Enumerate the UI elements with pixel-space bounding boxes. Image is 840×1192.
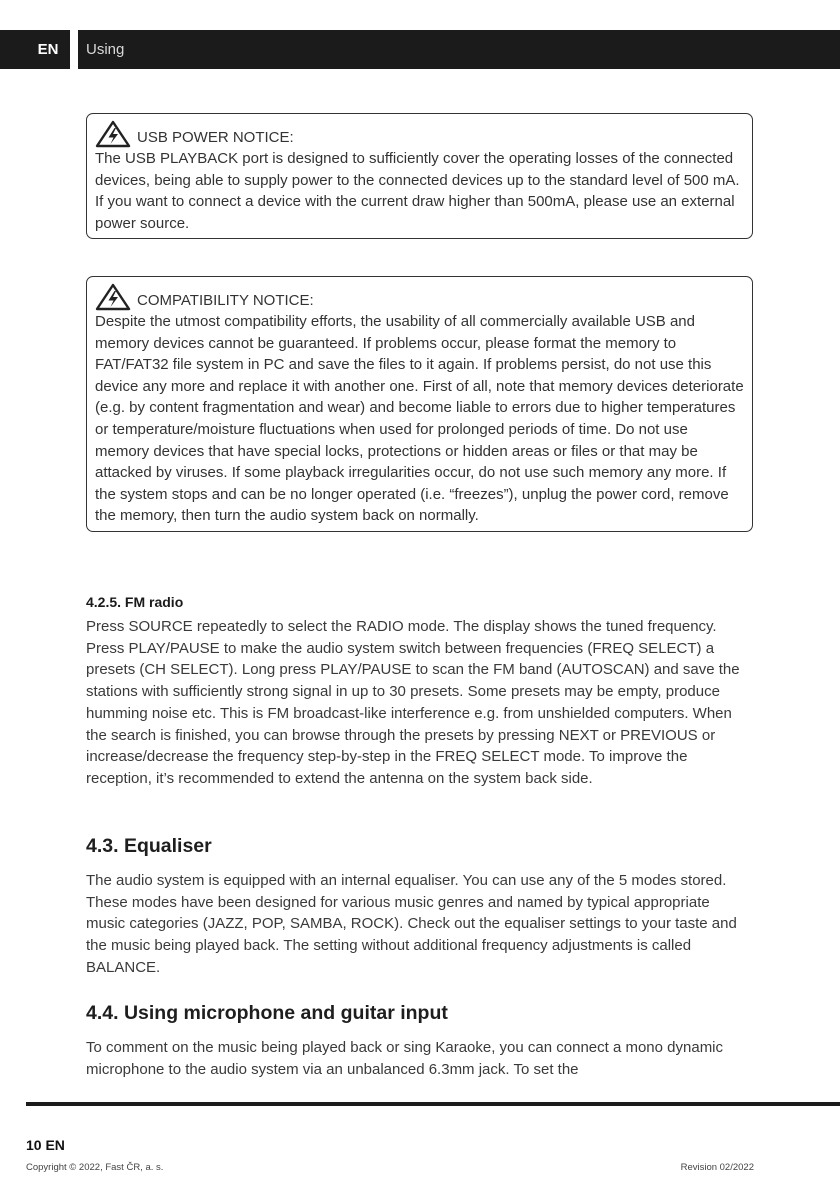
header-separator xyxy=(70,30,78,69)
footer-divider xyxy=(26,1102,840,1106)
warning-triangle-lightning-icon xyxy=(95,283,131,311)
microphone-heading: 4.4. Using microphone and guitar input xyxy=(86,1002,448,1024)
usb-notice-body: The USB PLAYBACK port is designed to sufficiently cover the operating losses of the connected devices, being able to supply power to the connected devices up to the standard level of 500 mA. If you want to connect a device with the current draw higher than 500mA, please use an external power source. xyxy=(95,150,740,232)
compat-notice-title: COMPATIBILITY NOTICE: xyxy=(137,292,314,309)
compat-notice-title-row xyxy=(95,281,744,311)
header-section-title: Using xyxy=(86,41,125,58)
usb-power-notice-box xyxy=(86,113,753,239)
fm-radio-text: Press SOURCE repeatedly to select the RADIO mode. The display shows the tuned frequency. Press PLAY/PAUSE to make the audio system switch between frequencies (FREQ SELECT) a presets (CH SELECT). Long press PLAY/PAUSE to scan the FM band (AUTOSCAN) and save the stations with sufficiently strong signal in up to 30 presets. Some presets may be empty, produce humming noise etc. This is FM broadcast-like interference e.g. from unshielded computers. When the search is finished, you can browse through the presets by pressing NEXT or PREVIOUS or increase/decrease the frequency step-by-step in the FREQ SELECT mode. To improve the reception, it’s recommended to extend the antenna on the system back side. xyxy=(86,618,740,787)
equaliser-heading: 4.3. Equaliser xyxy=(86,835,212,857)
compatibility-notice-box xyxy=(86,276,753,532)
microphone-text: To comment on the music being played back or sing Karaoke, you can connect a mono dynamic microphone to the audio system via an unbalanced 6.3mm jack. To set the xyxy=(86,1039,724,1078)
header-bar xyxy=(0,30,840,69)
revision-text: Revision 02/2022 xyxy=(680,1162,754,1173)
copyright-text: Copyright © 2022, Fast ČR, a. s. xyxy=(26,1162,164,1173)
fm-radio-heading: 4.2.5. FM radio xyxy=(86,594,184,610)
page-number: 10 EN xyxy=(26,1137,65,1153)
warning-triangle-lightning-icon xyxy=(95,120,131,148)
usb-notice-title: USB POWER NOTICE: xyxy=(137,129,294,146)
equaliser-text: The audio system is equipped with an internal equaliser. You can use any of the 5 modes stored. These modes have been designed for various music genres and named by typical appropriate music categories (JAZZ, POP, SAMBA, ROCK). Check out the equaliser settings to your taste and the music being played back. The setting without additional frequency adjustments is called BALANCE. xyxy=(86,872,737,976)
usb-notice-title-row xyxy=(95,118,744,148)
compat-notice-body: Despite the utmost compatibility efforts, the usability of all commercially available USB and memory devices cannot be guaranteed. If problems occur, please format the memory to FAT/FAT32 file system in PC and save the files to it again. If problems persist, do not use this device any more and replace it with another one. First of all, note that memory devices deteriorate (e.g. by content fragmentation and wear) and become liable to errors due to higher temperatures or temperature/moisture fluctuations when used for prolonged periods of time. Do not use memory devices that have special locks, protections or hidden areas or files or that may be attacked by viruses. If some playback irregularities occur, do not use such memory any more. If the system stops and can be no longer operated (i.e. “freezes”), unplug the power cord, remove the memory, then turn the audio system back on normally. xyxy=(95,313,744,525)
language-tab: EN xyxy=(26,30,70,69)
